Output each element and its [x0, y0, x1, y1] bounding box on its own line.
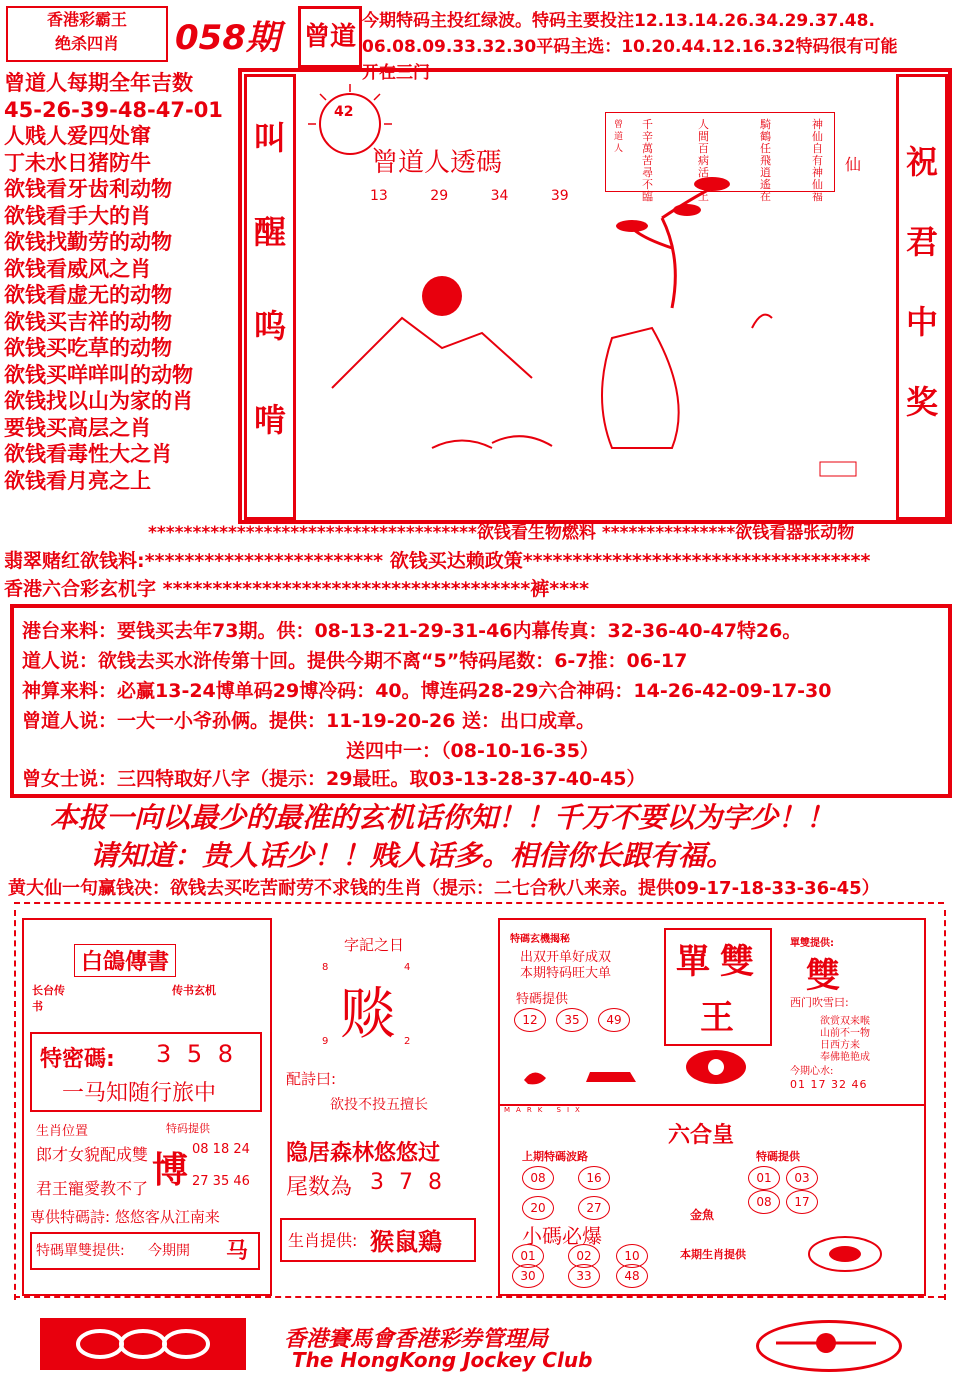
special-provide-label: 特碼提供: [516, 992, 569, 1007]
rocks-icon: [432, 436, 552, 448]
red-moon-icon: [422, 276, 462, 316]
painting-number: 13: [370, 188, 388, 204]
number-circle: 30: [512, 1264, 544, 1288]
riddle-line: 欲钱看月亮之上: [4, 468, 151, 493]
notice-line: 今期特码主投红绿波。特码主要投注12.13.14.26.34.29.37.48.: [362, 11, 875, 31]
poem-column: 騎鶴任飛逍遙在: [760, 118, 771, 203]
trend-label: 特碼提供: [756, 1150, 800, 1163]
corner-num: 4: [404, 962, 411, 973]
goldfish-text: 金魚: [690, 1208, 715, 1222]
number-circle: 33: [568, 1264, 600, 1288]
zodiac-label: 生肖提供:: [288, 1231, 358, 1250]
banner-text: 裤: [530, 578, 550, 600]
secret-line: 出双开单好成双: [520, 950, 612, 965]
bo-char: 博: [152, 1150, 189, 1191]
special-code-poem: 専供特碼詩: 悠悠客从江南来: [30, 1208, 220, 1226]
number-circle: 03: [786, 1166, 818, 1190]
hkjc-logo-icon: [40, 1318, 246, 1370]
side-nums: 01 17 32 46: [790, 1078, 868, 1091]
number-circle: 35: [556, 1008, 588, 1032]
side-poem: 日西方来: [820, 1040, 860, 1051]
info-line: 曾女士说：三四特取好八字（提示：29最旺。取03-13-28-37-40-45）: [22, 768, 646, 790]
special-code-label: 特密碼:: [40, 1047, 115, 1072]
corner-num: 8: [322, 962, 329, 973]
xian-char: 仙: [845, 155, 862, 174]
notice-line: 06.08.09.33.32.30平码主选：10.20.44.12.16.32特码很有可能: [362, 37, 898, 57]
info-line: 港台来料：要钱买去年73期。供：08-13-21-29-31-46内幕传真：32-36-40-47特26。: [22, 620, 802, 642]
number-circle: 01: [512, 1244, 544, 1268]
painting-title: 曾道人透碼: [372, 148, 503, 178]
scroll-char: 祝: [905, 143, 938, 181]
poem-text: 欲投不投五擅长: [330, 1097, 428, 1113]
side-sub: 西门吹雪曰:: [790, 996, 849, 1009]
last-wave-label: 上期特碼波路: [522, 1150, 588, 1163]
word-day-title: 字記之日: [344, 936, 405, 954]
riddle-line: 欲钱买吃草的动物: [4, 336, 172, 360]
lhh-title: 六合皇: [668, 1123, 735, 1148]
riddle-line: 人贱人爱四处窜: [4, 124, 151, 148]
zodiac-poem-b: 君王寵愛教不了: [36, 1179, 149, 1198]
slogan-line: 本报一向以最少的最准的玄机话你知！！千万不要以为字少！！: [50, 801, 835, 834]
danshuang-char: 雙: [720, 942, 754, 982]
pigeon-sub-a: 长台传书: [32, 984, 65, 1013]
zodiac-position-label: 生肖位置: [36, 1124, 89, 1139]
left-riddle-column: [4, 70, 240, 494]
secret-label: 特碼玄機揭秘: [510, 934, 570, 945]
poem-box: [605, 112, 835, 203]
huang-daxian-line: 黄大仙一句赢钱决：欲钱去买吃苦耐劳不求钱的生肖（提示：二七合秋八来亲。提供09-17-18-33-36-45）: [8, 878, 880, 899]
big-character: 赕: [340, 982, 396, 1047]
star-border-bottom: [14, 1296, 944, 1298]
number-circle: 08: [522, 1166, 554, 1190]
small-code-label: 小碼必爆: [522, 1224, 602, 1248]
riddle-line: 欲钱买吉祥的动物: [4, 309, 172, 334]
footer-english-name: The HongKong Jockey Club: [292, 1348, 593, 1372]
riddle-line: 45-26-39-48-47-01: [4, 97, 223, 122]
number-circle: 02: [568, 1244, 600, 1268]
bo-label: 特码提供: [166, 1122, 210, 1135]
special-code-nums: 3 5 8: [156, 1040, 238, 1068]
hidden-forest-line: 隐居森林悠悠过: [286, 1141, 441, 1166]
banner-text: 欲钱看生物燃料: [476, 523, 596, 543]
info-line: 神算来料：必赢13-24博单码29博冷码：40。博连码28-29六合神码：14-26-42-09-17-30: [22, 680, 832, 702]
riddle-line: 欲钱看手大的肖: [4, 203, 151, 228]
riddle-line: 丁未水日猪防牛: [4, 150, 151, 175]
banner-text: 欲钱买达赖政策: [389, 550, 523, 572]
pine-tree-icon: [632, 188, 712, 308]
issue-number: 058期: [175, 18, 280, 58]
scroll-char: 啃: [253, 401, 286, 439]
sun-icon: [320, 94, 380, 154]
special-phrase: 一马知随行旅中: [62, 1081, 217, 1106]
logo-top-text: 香港彩霸王: [46, 10, 127, 29]
footer-seal-icon: [756, 1320, 902, 1372]
pigeon-title: 白鴿傳書: [74, 944, 176, 977]
scroll-char: 中: [905, 303, 938, 341]
info-line: 道人说：欲钱去买水浒传第十回。提供今期不离“5”特码尾数：6-7推：06-17: [22, 650, 688, 672]
painting-number: 39: [550, 188, 569, 204]
secret-line: 本期特码旺大单: [520, 966, 612, 981]
scroll-char: 叫: [253, 119, 286, 157]
poem-column: 神仙自有神仙福: [812, 118, 823, 203]
number-circle: 27: [578, 1196, 610, 1220]
side-char: 雙: [806, 956, 840, 996]
bo-nums: 08 18 24: [192, 1142, 250, 1157]
header-logo: [6, 6, 168, 62]
mountain-icon: [332, 318, 532, 388]
corner-num: 2: [404, 1036, 411, 1047]
number-circle: 20: [522, 1196, 554, 1220]
riddle-line: 欲钱看牙齿利动物: [4, 177, 172, 201]
riddle-line: 欲钱找勤劳的动物: [4, 230, 172, 254]
info-line: 送四中一：（08-10-16-35）: [346, 740, 599, 762]
riddle-line: 曾道人每期全年吉数: [4, 71, 193, 95]
number-circle: 01: [748, 1166, 780, 1190]
seal-stamp: 曾道: [298, 6, 362, 68]
corner-num: 9: [322, 1036, 329, 1047]
riddle-line: 欲钱看毒性大之肖: [4, 442, 172, 466]
logo-bottom-text: 绝杀四肖: [54, 34, 119, 53]
zodiac-poem-a: 郎才女貌配成雙: [36, 1145, 149, 1164]
banner-line-2: 翡翠赌红欲钱料:************************ 欲钱买达赖政策***********************************: [4, 550, 871, 572]
riddle-line: 要钱买高层之肖: [4, 415, 151, 440]
number-circle: 49: [598, 1008, 630, 1032]
single-double-text: 今期開: [148, 1243, 190, 1259]
number-circle: 48: [616, 1264, 648, 1288]
painting-number: 29: [430, 188, 449, 204]
banner-line-1: *************************************欲钱看生物燃料 ***************欲钱看器张动物: [148, 523, 855, 543]
riddle-line: 欲钱买咩咩叫的动物: [4, 362, 193, 387]
side-poem: 山前不一物: [820, 1028, 870, 1039]
round-emblem-icon: [806, 1234, 884, 1274]
poem-column: 人間百病活不上: [698, 118, 709, 203]
side-poem: 欲赏双来喉: [820, 1016, 870, 1027]
poem-column: 千辛萬苦尋不臨: [642, 118, 653, 203]
side-poem: 奉佛艳艳成: [820, 1052, 870, 1063]
flower-emblem-icon: [684, 1048, 748, 1086]
riddle-line: 欲钱看虚无的动物: [4, 283, 172, 307]
number-circle: 08: [748, 1190, 780, 1214]
side-label: 單雙提供:: [790, 938, 834, 949]
painting-numbers: [370, 188, 607, 204]
plant-icon: [752, 315, 772, 328]
scroll-char: 君: [905, 223, 938, 261]
riddle-line: 欲钱找以山为家的肖: [4, 389, 193, 413]
riddle-line: 欲钱看威风之肖: [4, 256, 151, 281]
single-double-value: 马: [226, 1239, 249, 1264]
banner-line-3: 香港六合彩玄机字 *************************************裤****: [4, 578, 590, 600]
right-scroll: [896, 74, 948, 520]
pigeon-sub-b: 传书玄机: [172, 984, 216, 997]
zodiac-provide-label: 本期生肖提供: [680, 1248, 746, 1261]
tail-label: 尾数為: [286, 1175, 353, 1200]
number-circle: 16: [578, 1166, 610, 1190]
poem-signature: 曾道人: [614, 120, 624, 154]
side-heart: 今期心水:: [790, 1066, 834, 1077]
danshuang-char: 王: [700, 998, 734, 1038]
single-double-label: 特碼單雙提供:: [36, 1243, 125, 1259]
number-circle: 12: [514, 1008, 546, 1032]
footer-chinese-name: 香港賽馬會香港彩券管理局: [284, 1327, 549, 1352]
tail-nums: 3 7 8: [370, 1170, 446, 1195]
notice-line: 开在三门: [362, 63, 430, 83]
info-line: 曾道人说：一大一小爷孙俩。提供：11-19-20-26 送：出口成章。: [22, 710, 596, 732]
small-animal-icon: [820, 462, 856, 476]
sage-figure-icon: [602, 328, 679, 448]
zodiac-value: 猴鼠鶏: [370, 1228, 442, 1256]
scroll-char: 奖: [905, 383, 938, 421]
slogan-line: 请知道：贵人话少！！贱人话多。相信你长跟有福。: [90, 839, 735, 872]
scroll-char: 醒: [253, 213, 286, 251]
number-circle: 17: [786, 1190, 818, 1214]
number-circle: 10: [616, 1244, 648, 1268]
sun-number: 42: [334, 104, 354, 120]
mark-six-strip: MARK SIX: [504, 1106, 586, 1114]
bo-nums: 27 35 46: [192, 1174, 250, 1189]
painting-number: 34: [490, 188, 509, 204]
banner-text: 欲钱看器张动物: [735, 523, 855, 543]
danshuang-char: 單: [676, 942, 710, 982]
poem-label: 配詩曰:: [286, 1070, 337, 1088]
scroll-char: 呜: [253, 307, 286, 345]
animal-pictures-icon: [520, 1062, 650, 1088]
left-scroll: [244, 74, 296, 520]
